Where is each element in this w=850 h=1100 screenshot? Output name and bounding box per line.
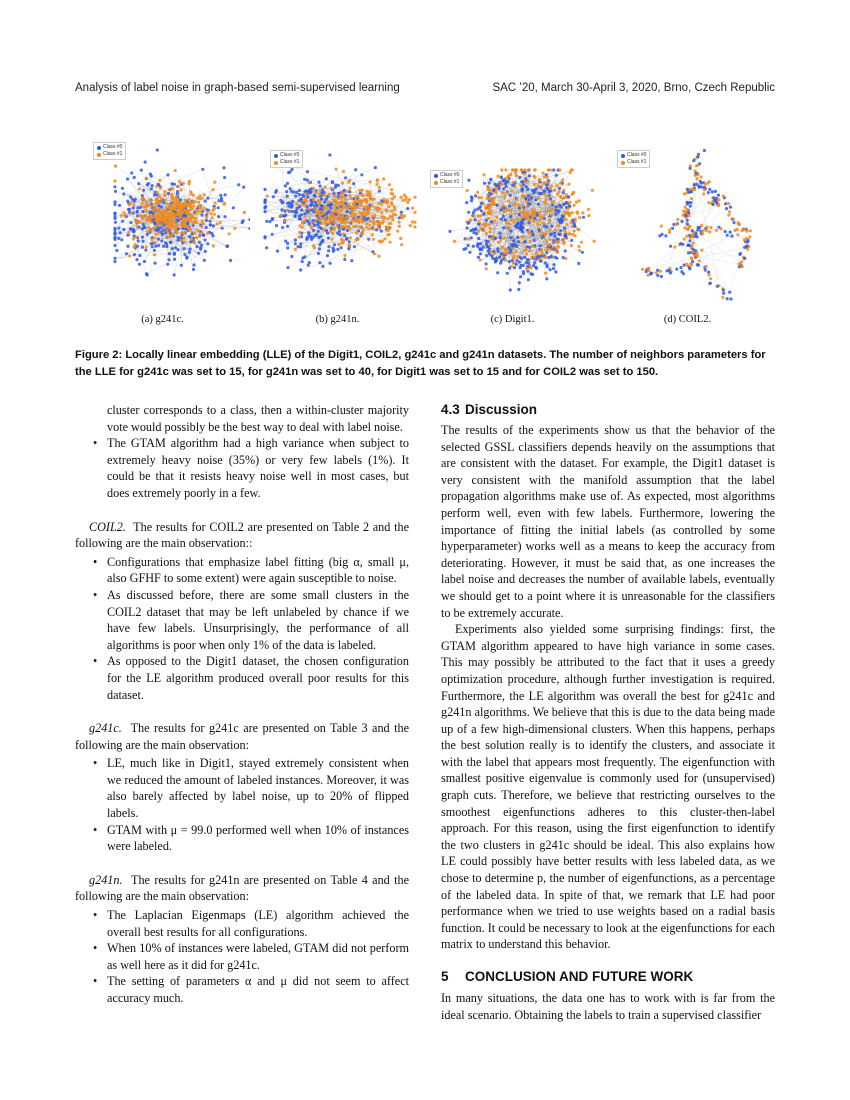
class1-swatch <box>621 161 625 165</box>
panel-g241n <box>250 135 425 335</box>
g241n-intro: The results for g241n are presented on Table 4 and the following are the main observation: <box>75 872 410 904</box>
panel-g241c <box>75 135 250 335</box>
scatter-g241c <box>75 135 250 305</box>
legend-label: Class #0 <box>627 152 647 158</box>
coil2-heading: COIL2. <box>89 519 126 534</box>
class0-swatch <box>621 154 625 158</box>
list-item: • Configurations that emphasize label fitting (big α, small μ, also GFHF to some extent) were again susceptible to noise. <box>75 554 409 587</box>
list-item: • As opposed to the Digit1 dataset, the chosen configuration for the LE algorithm produced overall poor results for this dataset. <box>75 653 409 703</box>
figure-2 <box>75 135 775 335</box>
legend-label: Class #0 <box>103 144 123 150</box>
subfigure-label-c: (c) Digit1. <box>490 314 535 325</box>
list-item: • As discussed before, there are some small clusters in the COIL2 dataset that may be left unlabeled by chance if we have few labels. Unsurprisingly, the performance of all algorithms is poor when only 1% of the data is labeled. <box>75 587 409 653</box>
header-venue: SAC ’20, March 30-April 3, 2020, Brno, Czech Republic <box>492 82 775 94</box>
list-item: • The GTAM algorithm had a high variance when subject to extremely heavy noise (35%) or very few labels (1%). It could be that it resists heavy noise well in most cases, but does extremely poorly in a few. <box>75 435 409 501</box>
g241c-paragraph <box>75 720 409 753</box>
class0-swatch <box>434 174 438 178</box>
digit1-bullets <box>75 435 409 501</box>
running-header <box>75 82 775 94</box>
class0-swatch <box>274 154 278 158</box>
bullet-continuation: cluster corresponds to a class, then a within-cluster majority vote would possibly be the best way to deal with label noise. <box>107 403 409 434</box>
coil2-bullets <box>75 554 409 703</box>
subfigure-label-a: (a) g241c. <box>141 314 184 325</box>
g241n-heading: g241n. <box>89 872 123 887</box>
scatter-digit1 <box>425 135 600 305</box>
legend-g241c <box>93 142 126 160</box>
figure-caption: Figure 2: Locally linear embedding (LLE) of the Digit1, COIL2, g241c and g241n datasets. The number of neighbors parameters for the LLE for g241c was set to 15, for g241n was set to 40, for Digit1 was set to 15 and for COIL2 was set to 150. <box>75 349 766 378</box>
list-item: • The setting of parameters α and μ did not seem to affect accuracy much. <box>75 973 409 1006</box>
legend-coil2 <box>617 150 650 168</box>
legend-label: Class #0 <box>280 152 300 158</box>
g241c-intro: The results for g241c are presented on Table 3 and the following are the main observation: <box>75 721 409 752</box>
class0-swatch <box>97 146 101 150</box>
class1-swatch <box>434 181 438 185</box>
right-column <box>441 402 775 1023</box>
legend-label: Class #1 <box>280 159 300 165</box>
g241n-bullets <box>75 907 409 1007</box>
section-number: 5 <box>441 969 449 984</box>
points <box>448 168 595 291</box>
list-item: • GTAM with μ = 99.0 performed well when 10% of instances were labeled. <box>75 822 409 855</box>
left-column <box>75 402 409 1007</box>
g241c-bullets <box>75 755 409 855</box>
list-item: • When 10% of instances were labeled, GTAM did not perform as well here as it did for g241c. <box>75 940 409 973</box>
discussion-paragraph-1: The results of the experiments show us that the behavior of the selected GSSL classifiers depends heavily on the assumptions that are consistent with the dataset. For example, the Digit1 dataset is very consistent with the manifold assumption that the label propagation algorithms make use of. As expected, most algorithms perform well, even with few labels. Furthermore, lowering the importance of fitting the initial labels (as controlled by some hyperparameter) works well as a means to keep the accuracy from deteriorating. However, it must be said that, as one increases the label noise and decreases the number of available labels, eventually we should get to a point where it is unreasonable for the classifiers to be extremely accurate. <box>441 423 775 620</box>
conclusion-paragraph-1: In many situations, the data one has to work with is far from the ideal scenario. Obtaining the labels to train a supervised classifier <box>441 991 775 1022</box>
class1-swatch <box>274 161 278 165</box>
class1-swatch <box>97 153 101 157</box>
section-heading-4-3 <box>441 402 775 418</box>
legend-label: Class #1 <box>103 151 123 157</box>
points <box>263 153 416 271</box>
section-heading-5 <box>441 969 775 985</box>
legend-label: Class #0 <box>440 172 460 178</box>
g241n-paragraph <box>75 872 409 905</box>
panel-digit1 <box>425 135 600 335</box>
subfigure-label-d: (d) COIL2. <box>663 314 712 325</box>
coil2-paragraph <box>75 519 409 552</box>
points <box>641 149 752 301</box>
section-number: 4.3 <box>441 402 460 417</box>
section-title: Discussion <box>465 402 538 417</box>
list-item: • The Laplacian Eigenmaps (LE) algorithm achieved the overall best results for all configurations. <box>75 907 409 940</box>
legend-label: Class #1 <box>440 179 460 185</box>
panel-coil2 <box>600 135 775 335</box>
list-item: • LE, much like in Digit1, stayed extremely consistent when we reduced the amount of labeled instances. Moreover, it was also barely affected by label noise, up to 20% of flipped labels. <box>75 755 409 821</box>
legend-label: Class #1 <box>627 159 647 165</box>
legend-g241n <box>270 150 303 168</box>
g241c-heading: g241c. <box>89 721 122 736</box>
legend-digit1 <box>430 170 463 188</box>
subfigure-label-b: (b) g241n. <box>315 314 360 325</box>
discussion-paragraph-2: Experiments also yielded some surprising findings: first, the GTAM algorithm appeared to have high variance in some cases. This may possibly be attributed to the fact that it uses a greedy optimization procedure, although further investigation is required. Furthermore, the LE algorithm was overall the best for g241c and g241n algorithms. We believe that this is due to the data being made up of a few high-dimensional clusters. When this happens, perhaps the best solution really is to identify the clusters, and associate it with the label that appears most frequently. The eigenfunction with smallest positive eigenvalue is commonly used for (unsupervised) graph cuts. Therefore, we believe that restricting ourselves to the smoothest eigenfunctions adheres to this cluster-then-label approach. For this reason, using the first eigenfunction to identify the two clusters in g241c should be ideal. This also explains how LE could possibly have better results with less labeled data, as we chose to determine p, the number of eigenfunctions, as a percentage of the labeled data. In spite of that, we remark that LE had poor performance when we tried to use weights based on a radial basis function. It could be necessary to look at the eigenfunctions for each matrix to understand this behavior. <box>441 622 775 952</box>
section-title: CONCLUSION AND FUTURE WORK <box>465 969 694 984</box>
coil2-intro: The results for COIL2 are presented on Table 2 and the following are the main observation:: <box>75 519 409 551</box>
header-title: Analysis of label noise in graph-based semi-supervised learning <box>75 82 400 94</box>
